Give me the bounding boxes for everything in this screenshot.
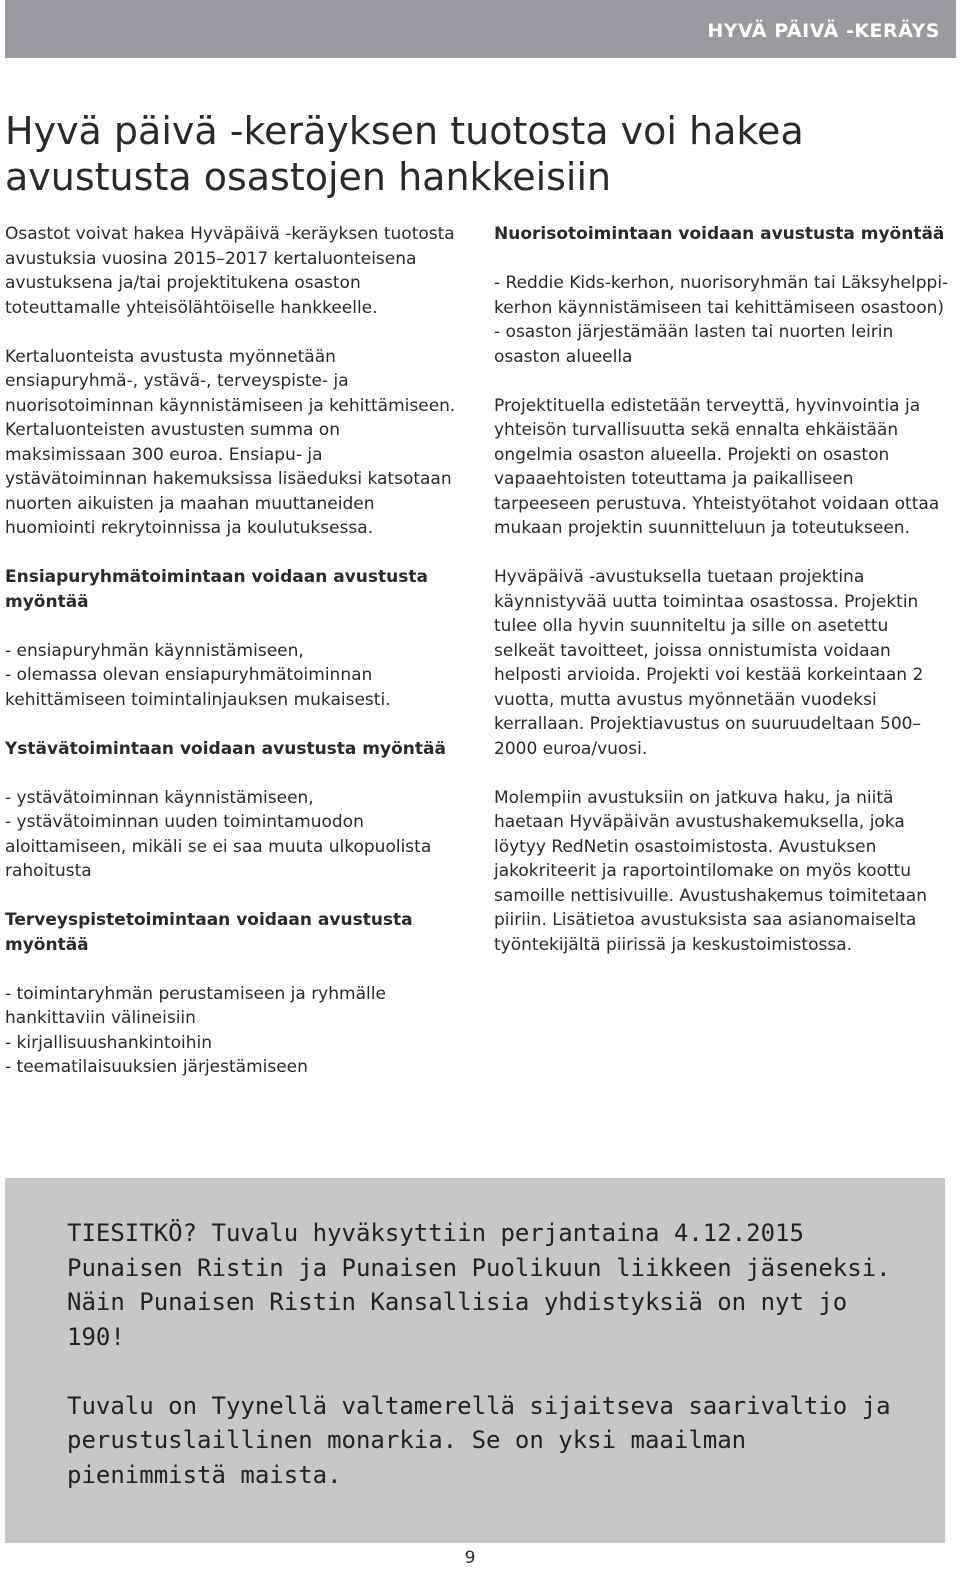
list-item: - teematilaisuuksien järjestämiseen bbox=[5, 1055, 460, 1080]
list-item: - olemassa olevan ensiapuryhmätoiminnan kehittämiseen toimintalinjauksen mukaisesti. bbox=[5, 663, 460, 712]
health-point-list bbox=[5, 982, 460, 1080]
list-item: - ensiapuryhmän käynnistämiseen, bbox=[5, 639, 460, 664]
did-you-know-paragraph-1: TIESITKÖ? Tuvalu hyväksyttiin perjantaina 4.12.2015 Punaisen Ristin ja Punaisen Puolikuun liikkeen jäseneksi. Näin Punaisen Ristin Kansallisia yhdistyksiä on nyt jo 190! bbox=[67, 1219, 891, 1351]
page-title: Hyvä päivä -keräyksen tuotosta voi hakea avustusta osastojen hankkeisiin bbox=[5, 109, 804, 199]
friend-activity-list bbox=[5, 786, 460, 884]
project-support-paragraph: Projektituella edistetään terveyttä, hyvinvointia ja yhteisön turvallisuutta sekä ennalta ehkäistään ongelmia osaston alueella. Projekti on osaston vapaaehtoisten toteuttama ja paikalliseen tarpeeseen perustuva. Yhteistyötahot voidaan ottaa mukaan projektin suunnitteluun ja toteutukseen. bbox=[494, 395, 940, 538]
youth-activity-list bbox=[494, 271, 949, 369]
health-point-heading: Terveyspistetoimintaan voidaan avustusta myöntää bbox=[5, 910, 413, 955]
intro-paragraph: Osastot voivat hakea Hyväpäivä -keräyksen tuotosta avustuksia vuosina 2015–2017 kertaluonteisena avustuksena ja/tai projektitukena osaston toteuttamalle yhteisölähtöiselle hankkeelle. bbox=[5, 224, 455, 318]
did-you-know-paragraph-2: Tuvalu on Tyynellä valtamerellä sijaitseva saarivaltio ja perustuslaillinen monarkia. Se on yksi maailman pienimmistä maista. bbox=[67, 1391, 891, 1489]
header-label: HYVÄ PÄIVÄ -KERÄYS bbox=[707, 20, 940, 42]
list-item: - toimintaryhmän perustamiseen ja ryhmälle hankittaviin välineisiin bbox=[5, 982, 460, 1031]
first-aid-heading: Ensiapuryhmätoimintaan voidaan avustusta myöntää bbox=[5, 567, 428, 612]
list-item: - ystävätoiminnan käynnistämiseen, bbox=[5, 786, 460, 811]
application-paragraph: Molempiin avustuksiin on jatkuva haku, ja niitä haetaan Hyväpäivän avustushakemuksella, joka löytyy RedNetin osastoimistosta. Avustuksen jakokriteerit ja raportointilomake on myös koottu samoille nettisivuille. Avustushakemus toimitetaan piiriin. Lisätietoa avustuksista saa asianomaiselta työntekijältä piirissä ja keskustoimistossa. bbox=[494, 787, 927, 955]
list-item: - kirjallisuushankintoihin bbox=[5, 1031, 460, 1056]
first-aid-list bbox=[5, 639, 460, 713]
did-you-know-box bbox=[5, 1178, 945, 1543]
youth-activity-heading: Nuorisotoimintaan voidaan avustusta myöntää bbox=[494, 224, 945, 244]
did-you-know-text bbox=[67, 1216, 907, 1527]
page-number: 9 bbox=[464, 1548, 476, 1568]
list-item: - Reddie Kids-kerhon, nuorisoryhmän tai Läksyhelppi-kerhon käynnistämiseen tai kehittämiseen osastoon) bbox=[494, 271, 949, 320]
list-item: - ystävätoiminnan uuden toimintamuodon aloittamiseen, mikäli se ei saa muuta ulkopuolista rahoitusta bbox=[5, 810, 460, 884]
grant-support-paragraph: Hyväpäivä -avustuksella tuetaan projektina käynnistyvää uutta toimintaa osastossa. Projektin tulee olla hyvin suunniteltu ja sille on asetettu selkeät tavoitteet, joissa onnistumista voidaan helposti arvioida. Projekti voi kestää korkeintaan 2 vuotta, mutta avustus myönnetään vuodeksi kerrallaan. Projektiavustus on suuruudeltaan 500–2000 euroa/vuosi. bbox=[494, 567, 924, 759]
left-column bbox=[5, 222, 460, 1104]
list-item: - osaston järjestämään lasten tai nuorten leirin osaston alueella bbox=[494, 320, 949, 369]
right-column bbox=[494, 222, 949, 982]
header-bar bbox=[5, 0, 956, 58]
one-off-grant-paragraph: Kertaluonteista avustusta myönnetään ensiapuryhmä-, ystävä-, terveyspiste- ja nuorisotoiminnan käynnistämiseen ja kehittämiseen. Kertaluonteisten avustusten summa on maksimissaan 300 euroa. Ensiapu- ja ystävätoiminnan hakemuksissa lisäeduksi katsotaan nuorten aikuisten ja maahan muuttaneiden huomiointi rekrytoinnissa ja koulutuksessa. bbox=[5, 346, 456, 538]
friend-activity-heading: Ystävätoimintaan voidaan avustusta myöntää bbox=[5, 738, 446, 759]
